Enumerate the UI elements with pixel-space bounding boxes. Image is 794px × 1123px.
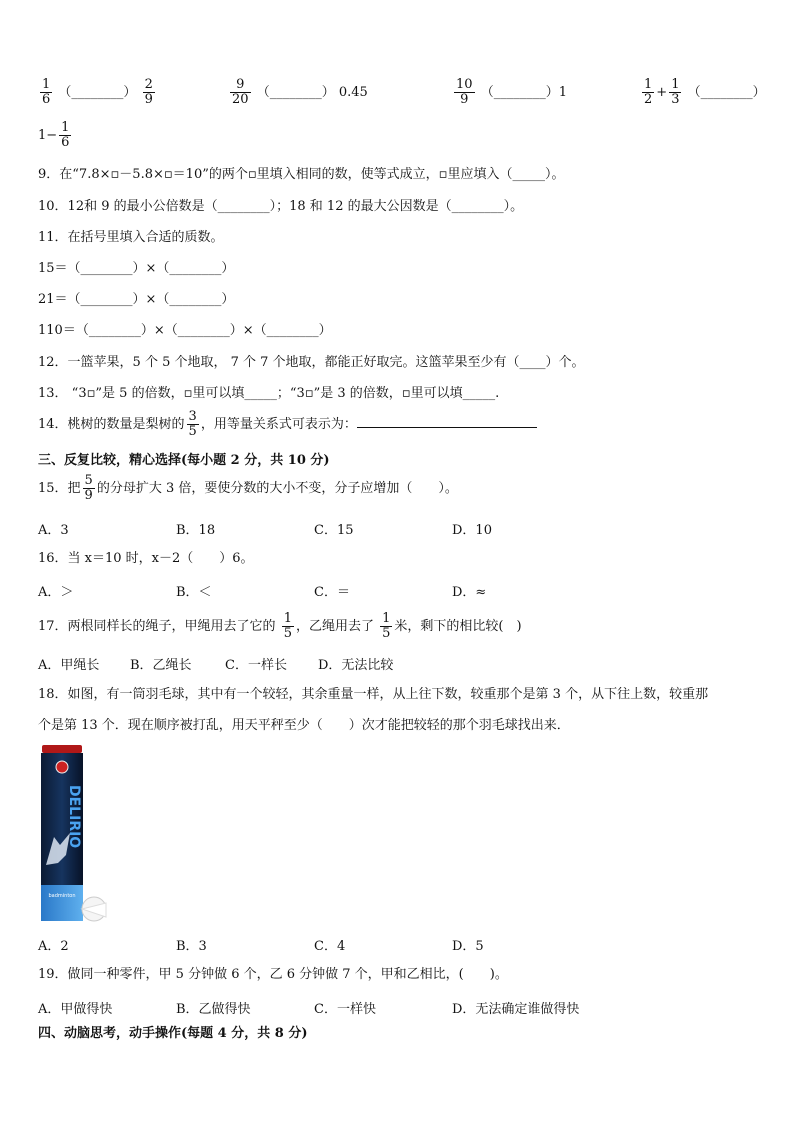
fraction: $\frac{1}{6}$ <box>42 77 51 107</box>
q17-option-d[interactable]: D．无法比较 <box>318 658 394 673</box>
answer-blank[interactable]: （________） <box>256 85 335 100</box>
q19-option-a[interactable]: A．甲做得快 <box>38 1002 113 1017</box>
q8-item-1 <box>38 78 157 107</box>
q18-option-d[interactable]: D．5 <box>452 939 484 954</box>
q15-option-d[interactable]: D．10 <box>452 523 492 538</box>
fraction: $\frac{1}{6}$ <box>61 120 70 150</box>
q19-option-b[interactable]: B．乙做得快 <box>176 1002 251 1017</box>
q8-item-3: $\frac{10}{9}$ （________）1 <box>456 77 567 107</box>
q15-option-b[interactable]: B．18 <box>176 523 216 538</box>
section-4-heading: 四、动脑思考，动手操作(每题 4 分，共 8 分) <box>38 1026 308 1041</box>
question-15: 15．把 $\frac{5}{9}$ 的分母扩大 3 倍，要使分数的大小不变，分子应增加（ ）。 <box>38 473 458 503</box>
fraction: $\frac{9}{20}$ <box>232 77 249 107</box>
fraction: $\frac{10}{9}$ <box>456 77 473 107</box>
question-11-line-3: 110＝（________）×（________）×（________） <box>38 323 332 338</box>
question-18-line-2: 个是第 13 个．现在顺序被打乱，用天平秤至少（ ）次才能把较轻的那个羽毛球找出来． <box>38 718 570 733</box>
q18-option-a[interactable]: A．2 <box>38 939 69 954</box>
q18-option-b[interactable]: B．3 <box>176 939 207 954</box>
fraction: $\frac{1}{5}$ <box>382 611 391 641</box>
fraction: $\frac{1}{3}$ <box>671 77 680 107</box>
question-11-title: 11．在括号里填入合适的质数。 <box>38 230 224 245</box>
q19-option-d[interactable]: D．无法确定谁做得快 <box>452 1002 580 1017</box>
fraction: $\frac{5}{9}$ <box>84 473 93 503</box>
q16-option-d[interactable]: D．≈ <box>452 585 487 600</box>
answer-line[interactable] <box>357 415 537 428</box>
question-13: 13． “3▫”是 5 的倍数，▫里可以填_____；“3▫”是 3 的倍数，▫里可以填_____. <box>38 386 500 401</box>
q17-option-c[interactable]: C．一样长 <box>225 658 287 673</box>
shuttlecock-tube-image <box>40 745 110 925</box>
answer-blank[interactable]: （________） <box>687 85 766 100</box>
question-11-line-2: 21＝（________）×（________） <box>38 292 235 307</box>
svg-text:badminton: badminton <box>48 893 76 899</box>
q8-item-4: $\frac{1}{2}$ + $\frac{1}{3}$ （________） <box>644 77 766 107</box>
q17-option-b[interactable]: B．乙绳长 <box>130 658 192 673</box>
question-10: 10．12和 9 的最小公倍数是（________）；18 和 12 的最大公因数是（________）。 <box>38 199 524 214</box>
question-19: 19．做同一种零件，甲 5 分钟做 6 个，乙 6 分钟做 7 个，甲和乙相比，( )。 <box>38 967 508 982</box>
question-11-line-1: 15＝（________）×（________） <box>38 261 235 276</box>
q8-item-2: $\frac{9}{20}$ （________） 0.45 <box>232 77 368 107</box>
svg-text:DELIRIO: DELIRIO <box>66 785 82 849</box>
question-18-line-1: 18．如图，有一筒羽毛球，其中有一个较轻，其余重量一样，从上往下数，较重那个是第 3 个，从下往上数，较重那 <box>38 687 709 702</box>
section-3-heading: 三、反复比较，精心选择(每小题 2 分，共 10 分) <box>38 453 330 468</box>
fraction: $\frac{3}{5}$ <box>188 409 197 439</box>
fraction: $\frac{1}{5}$ <box>283 611 292 641</box>
q16-option-c[interactable]: C．＝ <box>314 585 350 600</box>
q8-tail: 1− $\frac{1}{6}$ <box>38 120 70 150</box>
answer-blank[interactable]: （________） <box>480 85 559 100</box>
fraction: $\frac{2}{9}$ <box>144 77 153 107</box>
question-12: 12．一篮苹果，5 个 5 个地取， 7 个 7 个地取，都能正好取完。这篮苹果至少有（____）个。 <box>38 355 585 370</box>
q16-option-a[interactable]: A．＞ <box>38 585 74 600</box>
q15-option-c[interactable]: C．15 <box>314 523 354 538</box>
question-17: 17．两根同样长的绳子，甲绳用去了它的 $\frac{1}{5}$ ，乙绳用去了 $\frac{1}{5}$ 米，剩下的相比较( ) <box>38 611 522 641</box>
q16-option-b[interactable]: B．＜ <box>176 585 212 600</box>
q19-option-c[interactable]: C．一样快 <box>314 1002 376 1017</box>
q18-option-c[interactable]: C．4 <box>314 939 346 954</box>
question-16: 16．当 x＝10 时，x－2（ ）6。 <box>38 551 254 566</box>
question-14: 14．桃树的数量是梨树的 $\frac{3}{5}$ ，用等量关系式可表示为： <box>38 410 537 439</box>
fraction: $\frac{1}{2}$ <box>644 77 653 107</box>
q15-option-a[interactable]: A．3 <box>38 523 69 538</box>
answer-blank[interactable]: （________） <box>58 85 137 100</box>
q17-option-a[interactable]: A．甲绳长 <box>38 658 100 673</box>
question-9: 9．在“7.8×▫－5.8×▫＝10”的两个▫里填入相同的数，使等式成立，▫里应填入（_____）。 <box>38 167 565 182</box>
